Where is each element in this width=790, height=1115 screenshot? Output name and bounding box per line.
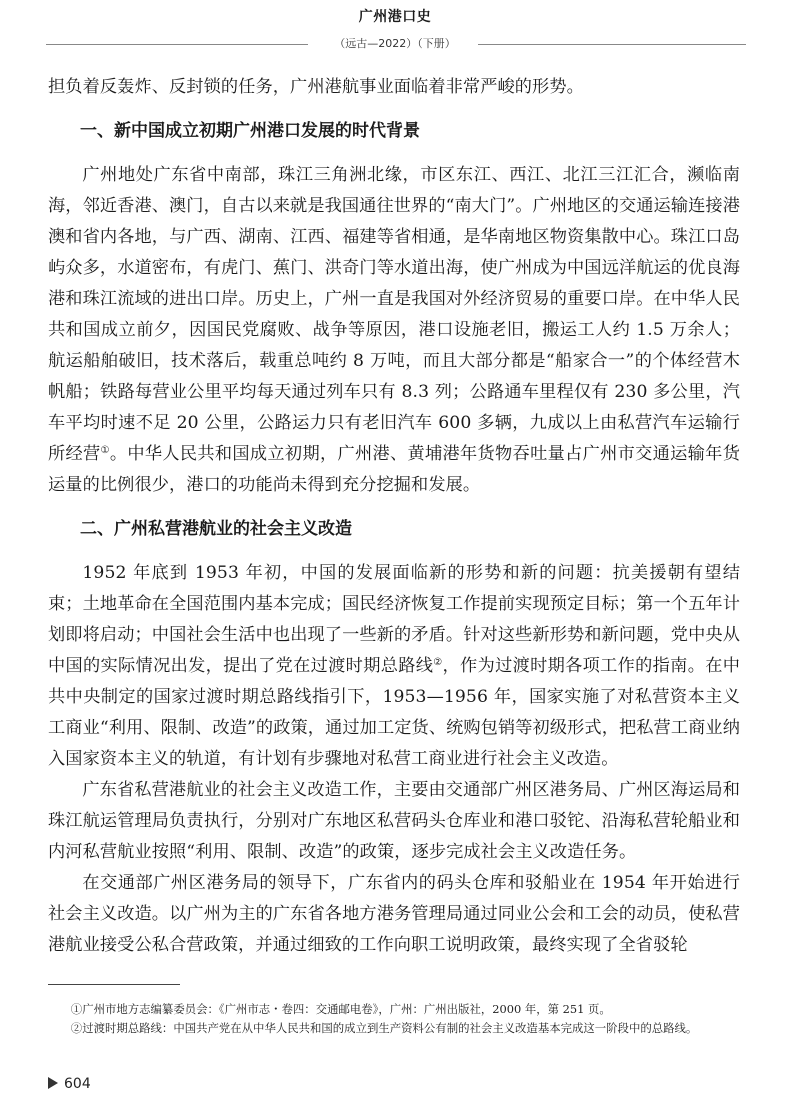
page-number xyxy=(48,1076,91,1092)
footnote-ref-1[interactable]: ① xyxy=(100,445,110,456)
section1-heading: 一、新中国成立初期广州港口发展的时代背景 xyxy=(80,121,420,141)
section2-paragraph-1 xyxy=(48,558,740,775)
footnote-divider xyxy=(48,984,180,985)
section2-paragraph-1-text-a: 1952 年底到 1953 年初，中国的发展面临新的形势和新的问题：抗美援朝有望结束；土地革命在全国范围内基本完成；国民经济恢复工作提前实现预定目标；第一个五年计划即将启动；中国社会生活中也出现了一些新的矛盾。针对这些新形势和新问题，党中央从中国的实际情况出发，提出了党在过渡时期总路线 xyxy=(48,563,740,676)
page-content xyxy=(48,72,740,961)
section1-paragraph xyxy=(48,160,740,501)
page-number-text: 604 xyxy=(64,1076,91,1092)
book-title: 广州港口史 xyxy=(358,9,432,25)
page-marker-icon xyxy=(48,1077,58,1089)
footnotes xyxy=(48,1000,740,1038)
footnote-2: ②过渡时期总路线：中国共产党在从中华人民共和国的成立到生产资料公有制的社会主义改造基本完成这一阶段中的总路线。 xyxy=(70,1021,698,1035)
book-subtitle: （远古—2022）（下册） xyxy=(334,37,456,50)
header-rule-right xyxy=(478,44,746,45)
section2-heading: 二、广州私营港航业的社会主义改造 xyxy=(80,519,352,539)
section1-paragraph-text-a: 广州地处广东省中南部，珠江三角洲北缘，市区东江、西江、北江三江汇合，濒临南海，邻近香港、澳门，自古以来就是我国通往世界的“南大门”。广州地区的交通运输连接港澳和省内各地，与广西、湖南、江西、福建等省相通，是华南地区物资集散中心。珠江口岛屿众多，水道密布，有虎门、蕉门、洪奇门等水道出海，使广州成为中国远洋航运的优良海港和珠江流域的进出口岸。历史上，广州一直是我国对外经济贸易的重要口岸。在中华人民共和国成立前夕，因国民党腐败、战争等原因，港口设施老旧，搬运工人约 1.5 万余人；航运船舶破旧，技术落后，载重总吨约 8 万吨，而且大部分都是“船家合一”的个体经营木帆船；铁路每营业公里平均每天通过列车只有 8.3 列；公路通车里程仅有 230 多公里，汽车平均时速不足 20 公里，公路运力只有老旧汽车 600 多辆，九成以上由私营汽车运输行所经营 xyxy=(48,165,740,464)
footnote-ref-2[interactable]: ② xyxy=(433,657,443,668)
section2-paragraph-3: 在交通部广州区港务局的领导下，广东省内的码头仓库和驳船业在 1954 年开始进行社会主义改造。以广州为主的广东省各地方港务管理局通过同业公会和工会的动员，使私营港航业接受公私合营政策，并通过细致的工作向职工说明政策，最终实现了全省驳轮 xyxy=(48,873,740,955)
section1-paragraph-text-b: 。中华人民共和国成立初期，广州港、黄埔港年货物吞吐量占广州市交通运输年货运量的比例很少，港口的功能尚未得到充分挖掘和发展。 xyxy=(48,444,740,495)
section2-paragraph-1-text-b: ，作为过渡时期各项工作的指南。在中共中央制定的国家过渡时期总路线指引下，1953—1956 年，国家实施了对私营资本主义工商业“利用、限制、改造”的政策，通过加工定货、统购包销等初级形式，把私营工商业纳入国家资本主义的轨道，有计划有步骤地对私营工商业进行社会主义改造。 xyxy=(48,656,741,769)
section2-paragraph-2: 广东省私营港航业的社会主义改造工作，主要由交通部广州区港务局、广州区海运局和珠江航运管理局负责执行，分别对广东地区私营码头仓库业和港口驳铊、沿海私营轮船业和内河私营航业按照“利用、限制、改造”的政策，逐步完成社会主义改造任务。 xyxy=(48,780,740,862)
intro-paragraph: 担负着反轰炸、反封锁的任务，广州港航事业面临着非常严峻的形势。 xyxy=(48,77,584,97)
footnote-1: ①广州市地方志编纂委员会：《广州市志・卷四：交通邮电卷》，广州：广州出版社，2000 年，第 251 页。 xyxy=(70,1002,611,1016)
